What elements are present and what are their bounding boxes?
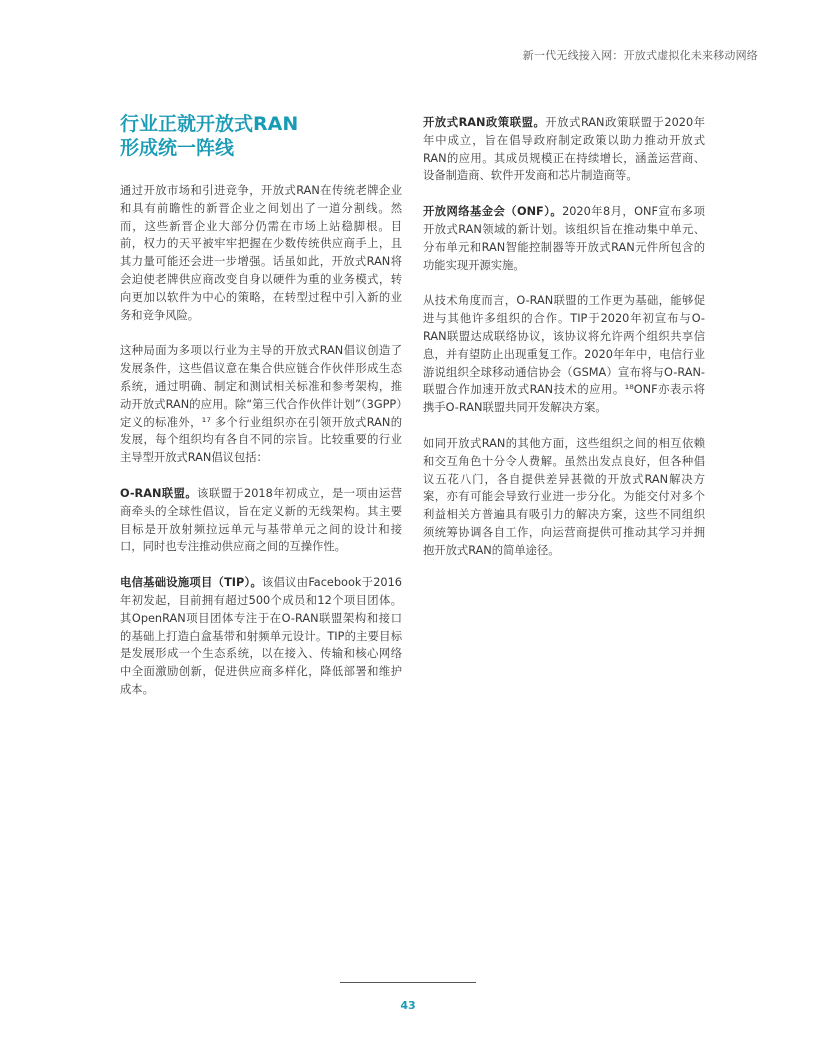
paragraph-lead: 开放网络基金会（ONF）。 <box>423 205 563 219</box>
paragraph-conclusion: 如同开放式RAN的其他方面，这些组织之间的相互依赖和交互角色十分令人费解。虽然出发点良好，但各种倡议五花八门，各自提供差异甚微的开放式RAN解决方案，亦有可能会导致行业进一步分化。为能交付对多个利益相关方普遍具有吸引力的解决方案，这些不同组织须统筹协调各自工作，向运营商提供可推动其学习并拥抱开放式RAN的简单途径。 <box>423 436 705 557</box>
right-column <box>423 114 705 578</box>
paragraph-lead: 开放式RAN政策联盟。 <box>423 116 546 129</box>
left-column <box>120 112 402 717</box>
paragraph-lead: O-RAN联盟。 <box>120 486 198 500</box>
paragraph-intro: 通过开放市场和引进竞争，开放式RAN在传统老牌企业和具有前瞻性的新晋企业之间划出了一道分割线。然而，这些新晋企业大部分仍需在市场上站稳脚根。目前，权力的天平被牢牢把握在少数传统供应商手上，且其力量可能还会进一步增强。话虽如此，开放式RAN将会迫使老牌供应商改变自身以硬件为重的业务模式，转向更加以软件为中心的策略，在转型过程中引入新的业务和竞争风险。 <box>120 184 402 322</box>
paragraph-policy-coalition: 开放式RAN政策联盟。开放式RAN政策联盟于2020年年中成立，旨在倡导政府制定政策以助力推动开放式RAN的应用。其成员规模正在持续增长，涵盖运营商、设备制造商、软件开发商和芯片制造商等。 <box>423 116 705 183</box>
paragraph-initiatives: 这种局面为多项以行业为主导的开放式RAN倡议创造了发展条件，这些倡议意在集合供应链合作伙伴形成生态系统，通过明确、制定和测试相关标准和参考架构，推动开放式RAN的应用。除“第三代合作伙伴计划”（3GPP）定义的标准外，¹⁷ 多个行业组织亦在引领开放式RAN的发展，每个组织均有各自不同的宗旨。比较重要的行业主导型开放式RAN倡议包括： <box>120 344 402 465</box>
running-header: 新一代无线接入网：开放式虚拟化未来移动网络 <box>522 49 758 62</box>
paragraph-lead: 电信基础设施项目（TIP）。 <box>120 576 263 590</box>
page-number: 43 <box>400 999 416 1012</box>
footer-divider <box>340 982 476 983</box>
paragraph-onf: 开放网络基金会（ONF）。2020年8月，ONF宣布多项开放式RAN领域的新计划。该组织旨在推动集中单元、分布单元和RAN智能控制器等开放式RAN元件所包含的功能实现开源实施。 <box>423 205 705 272</box>
paragraph-technical: 从技术角度而言，O-RAN联盟的工作更为基础，能够促进与其他许多组织的合作。TIP于2020年初宣布与O-RAN联盟达成联络协议，该协议将允许两个组织共享信息，并有望防止出现重复工作。2020年年中，电信行业游说组织全球移动通信协会（GSMA）宣布将与O-RAN-联盟合作加速开放式RAN技术的应用。¹⁸ONF亦表示将携手O-RAN联盟共同开发解决方案。 <box>423 294 705 415</box>
section-title <box>120 112 402 160</box>
section-title-line-1: 行业正就开放式RAN <box>120 113 299 135</box>
paragraph-tip: 电信基础设施项目（TIP）。该倡议由Facebook于2016年初发起，目前拥有超过500个成员和12个项目团体。其OpenRAN项目团体专注于在O-RAN联盟架构和接口的基础上打造白盒基带和射频单元设计。TIP的主要目标是发展形成一个生态系统，以在接入、传输和核心网络中全面激励创新，促进供应商多样化，降低部署和维护成本。 <box>120 576 402 696</box>
paragraph-oran-alliance: O-RAN联盟。该联盟于2018年初成立，是一项由运营商牵头的全球性倡议，旨在定义新的无线架构。其主要目标是开放射频拉远单元与基带单元之间的设计和接口，同时也专注推动供应商之间的互操作性。 <box>120 486 402 554</box>
section-title-line-2: 形成统一阵线 <box>120 137 235 159</box>
